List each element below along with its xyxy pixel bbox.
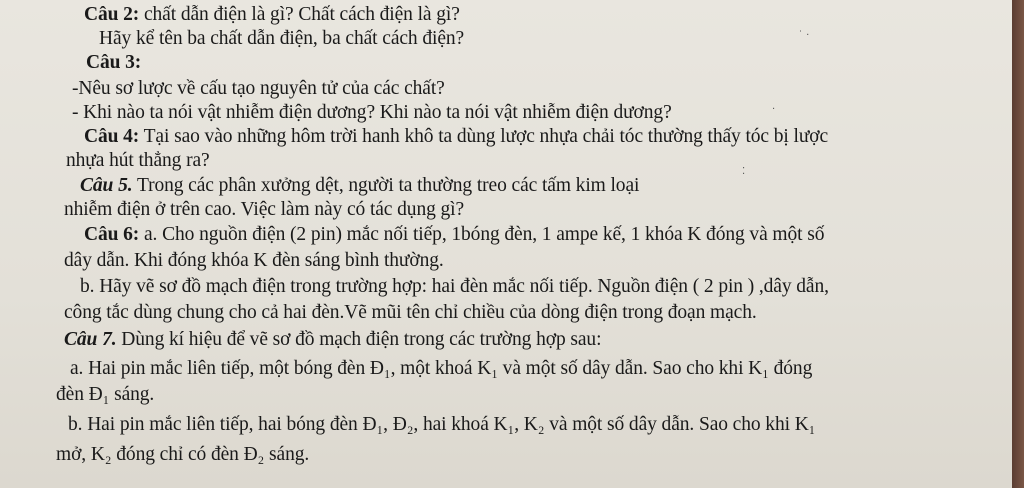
line-text: Tại sao vào những hôm trời hanh khô ta dùng lược nhựa chải tóc thường thấy tóc bị lược: [139, 126, 829, 147]
text-line: [72, 78, 445, 100]
line-text: b. Hãy vẽ sơ đồ mạch điện trong trường hợp: hai đèn mắc nối tiếp. Nguồn điện ( 2 pin ) ,dây dẫn,: [80, 276, 829, 297]
question-label: Câu 4:: [84, 126, 140, 147]
line-text: mở, K₂ đóng chỉ có đèn Đ₂ sáng.: [56, 444, 310, 465]
text-line: [68, 414, 815, 436]
text-line: [80, 276, 829, 298]
text-line: [80, 175, 639, 197]
line-text: a. Cho nguồn điện (2 pin) mắc nối tiếp, 1bóng đèn, 1 ampe kế, 1 khóa K đóng và một số: [139, 224, 825, 245]
line-text: b. Hai pin mắc liên tiếp, hai bóng đèn Đ₁, Đ₂, hai khoá K₁, K₂ và một số dây dẫn. Sao cho khi K₁: [68, 414, 816, 435]
line-text: dây dẫn. Khi đóng khóa K đèn sáng bình thường.: [64, 250, 444, 271]
line-text: a. Hai pin mắc liên tiếp, một bóng đèn Đ₁, một khoá K₁ và một số dây dẫn. Sao cho khi K₁ đóng: [70, 358, 813, 379]
text-line: [72, 102, 672, 124]
paper-speck: ˙ ·: [798, 30, 810, 41]
question-label: Câu 2:: [84, 4, 140, 25]
text-line: [84, 4, 460, 26]
line-text: Trong các phân xưởng dệt, người ta thường treo các tấm kim loại: [132, 175, 640, 196]
paper-speck: ⁚: [742, 166, 746, 177]
text-line: [99, 28, 464, 50]
line-text: nhiễm điện ở trên cao. Việc làm này có tác dụng gì?: [64, 199, 465, 220]
question-label: Câu 7.: [64, 329, 117, 350]
line-text: -Nêu sơ lược về cấu tạo nguyên tử của các chất?: [72, 78, 445, 99]
line-text: - Khi nào ta nói vật nhiễm điện dương? Khi nào ta nói vật nhiễm điện dương?: [72, 102, 672, 123]
text-line: [64, 329, 601, 351]
text-line: [64, 199, 464, 221]
line-text: nhựa hút thẳng ra?: [66, 150, 210, 171]
question-label: Câu 3:: [86, 52, 142, 73]
text-line: [86, 52, 141, 74]
text-line: [56, 444, 309, 466]
text-line: [84, 224, 824, 246]
text-line: [64, 250, 444, 272]
paper-speck: ·: [772, 104, 776, 115]
text-line: [64, 302, 757, 324]
text-line: [56, 384, 154, 406]
line-text: đèn Đ₁ sáng.: [56, 384, 155, 405]
text-line: [70, 358, 812, 380]
line-text: chất dẫn điện là gì? Chất cách điện là gì?: [139, 4, 460, 25]
page-edge: [1012, 0, 1024, 488]
question-label: Câu 5.: [80, 175, 133, 196]
text-line: [66, 150, 210, 172]
line-text: Hãy kể tên ba chất dẫn điện, ba chất cách điện?: [99, 28, 465, 49]
line-text: Dùng kí hiệu để vẽ sơ đồ mạch điện trong các trường hợp sau:: [116, 329, 602, 350]
text-line: [84, 126, 828, 148]
question-label: Câu 6:: [84, 224, 140, 245]
line-text: công tắc dùng chung cho cả hai đèn.Vẽ mũi tên chỉ chiều của dòng điện trong đoạn mạch.: [64, 302, 757, 323]
